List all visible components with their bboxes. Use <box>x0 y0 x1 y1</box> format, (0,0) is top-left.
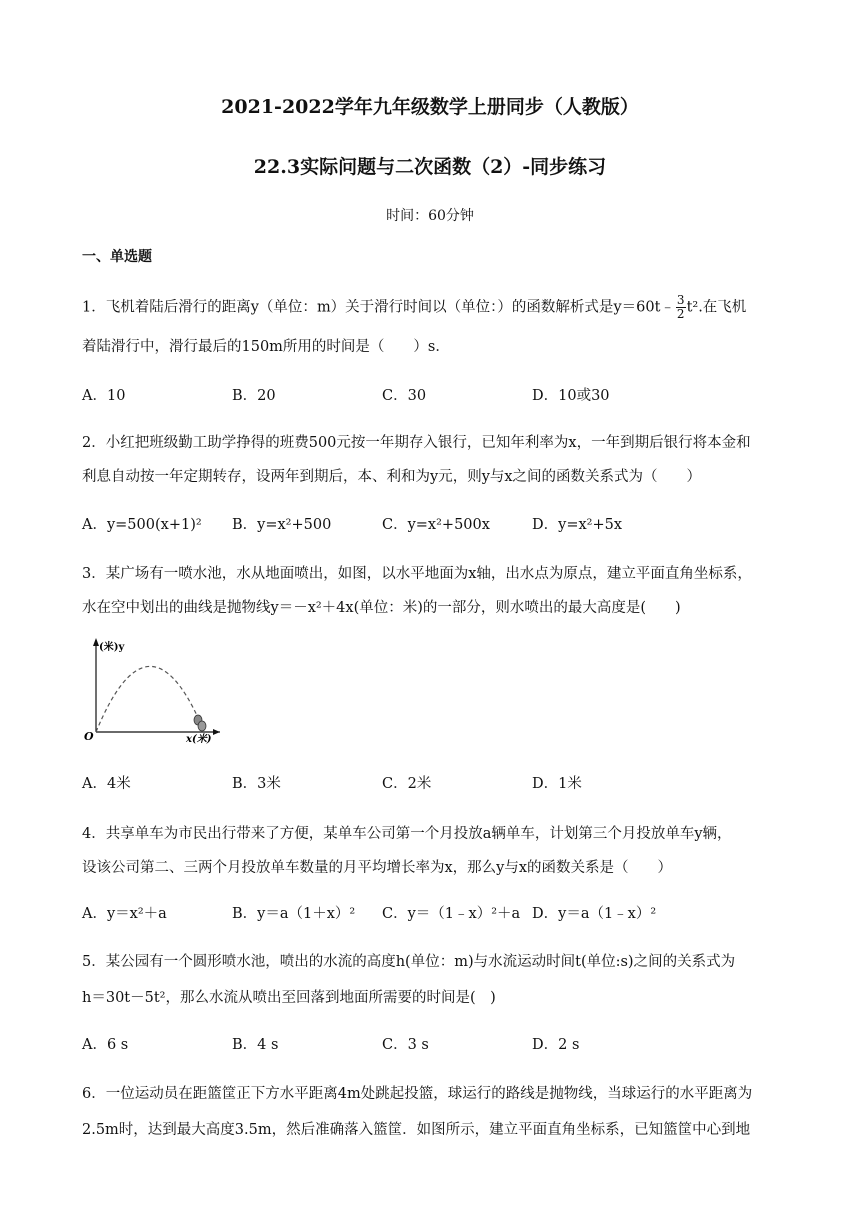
worksheet-subtitle: 22.3实际问题与二次函数（2）-同步练习 <box>253 156 607 178</box>
question-3-options <box>82 772 782 793</box>
option-a[interactable]: A．y＝x²＋a <box>82 906 167 922</box>
question-3-line-1: 3．某广场有一喷水池，水从地面喷出，如图，以水平地面为x轴，出水点为原点，建立平面直角坐标系， <box>82 566 752 582</box>
option-a[interactable]: A．4米 <box>82 776 131 792</box>
option-b[interactable]: B．4 s <box>232 1037 279 1053</box>
option-b[interactable]: B．y＝a（1＋x）² <box>232 906 356 922</box>
q1-fraction-numerator: 3 <box>676 293 685 307</box>
option-a[interactable]: A．6 s <box>82 1037 129 1053</box>
q1-text-c: m）关于滑行时间以（单位：）的函数解析式是 <box>316 299 614 316</box>
origin-label: O <box>84 730 94 743</box>
option-a[interactable]: A．10 <box>82 388 126 404</box>
option-d[interactable]: D．y＝a（1﹣x）² <box>532 906 657 922</box>
question-1-line-1 <box>82 294 782 321</box>
option-c[interactable]: C．y＝（1﹣x）²＋a <box>382 906 521 922</box>
question-6-line-2: 2.5m时，达到最大高度3.5m，然后准确落入篮筐．如图所示，建立平面直角坐标系，已知篮筐中心到地 <box>82 1122 751 1138</box>
option-b[interactable]: B．y=x²+500 <box>232 517 332 533</box>
y-axis-label: (米)y <box>99 642 125 653</box>
question-5-line-2: h＝30t－5t²，那么水流从喷出至回落到地面所需要的时间是( ) <box>82 990 496 1006</box>
fountain-parabola-figure <box>82 634 222 744</box>
option-d[interactable]: D．2 s <box>532 1037 580 1053</box>
option-c[interactable]: C．30 <box>382 388 427 404</box>
time-limit: 时间：60分钟 <box>386 208 474 224</box>
question-1-options <box>82 384 782 405</box>
question-4-line-1: 4．共享单车为市民出行带来了方便，某单车公司第一个月投放a辆单车，计划第三个月投放单车y辆， <box>82 826 732 842</box>
option-c[interactable]: C．3 s <box>382 1037 429 1053</box>
option-c[interactable]: C．2米 <box>382 776 432 792</box>
question-2-line-2: 利息自动按一年定期转存，设两年到期后，本、利和为y元，则y与x之间的函数关系式为（ ） <box>82 469 702 485</box>
question-4-line-2: 设该公司第二、三两个月投放单车数量的月平均增长率为x，那么y与x的函数关系是（ ） <box>82 860 673 876</box>
question-2-options <box>82 513 782 534</box>
question-5-line-1: 5．某公园有一个圆形喷水池，喷出的水流的高度h(单位：m)与水流运动时间t(单位:s)之间的关系式为 <box>82 954 736 970</box>
question-2-line-1: 2．小红把班级勤工助学挣得的班费500元按一年期存入银行，已知年利率为x，一年到期后银行将本金和 <box>82 435 751 451</box>
q1-text-b: y（单位： <box>250 299 317 316</box>
option-b[interactable]: B．20 <box>232 388 276 404</box>
option-d[interactable]: D．y=x²+5x <box>532 517 623 533</box>
option-a[interactable]: A．y=500(x+1)² <box>82 517 202 533</box>
question-1-line-2: 着陆滑行中，滑行最后的150m所用的时间是（ ）s． <box>82 339 450 355</box>
question-5-options <box>82 1033 782 1054</box>
q1-formula-tail: t².在飞机 <box>686 299 747 316</box>
section-heading: 一、单选题 <box>82 249 152 265</box>
water-parabola <box>96 666 200 732</box>
q1-fraction <box>676 294 686 321</box>
question-4-options <box>82 902 782 923</box>
option-c[interactable]: C．y=x²+500x <box>382 517 490 533</box>
water-drop-icon <box>198 721 206 731</box>
question-3-line-2: 水在空中划出的曲线是抛物线y＝－x²＋4x(单位：米)的一部分，则水喷出的最大高度是( ) <box>82 600 681 616</box>
x-axis-arrow-icon <box>213 729 220 735</box>
option-b[interactable]: B．3米 <box>232 776 281 792</box>
q1-text-a: 1．飞机着陆后滑行的距离 <box>82 299 251 316</box>
worksheet-title: 2021-2022学年九年级数学上册同步（人教版） <box>221 96 639 118</box>
x-axis-label: x(米) <box>186 734 212 744</box>
option-d[interactable]: D．10或30 <box>532 388 610 404</box>
q1-fraction-denominator: 2 <box>676 307 685 321</box>
question-6-line-1: 6．一位运动员在距篮筐正下方水平距离4m处跳起投篮，球运行的路线是抛物线，当球运行的水平距离为 <box>82 1086 753 1102</box>
q1-formula: y＝60t﹣ <box>613 299 675 316</box>
option-d[interactable]: D．1米 <box>532 776 582 792</box>
